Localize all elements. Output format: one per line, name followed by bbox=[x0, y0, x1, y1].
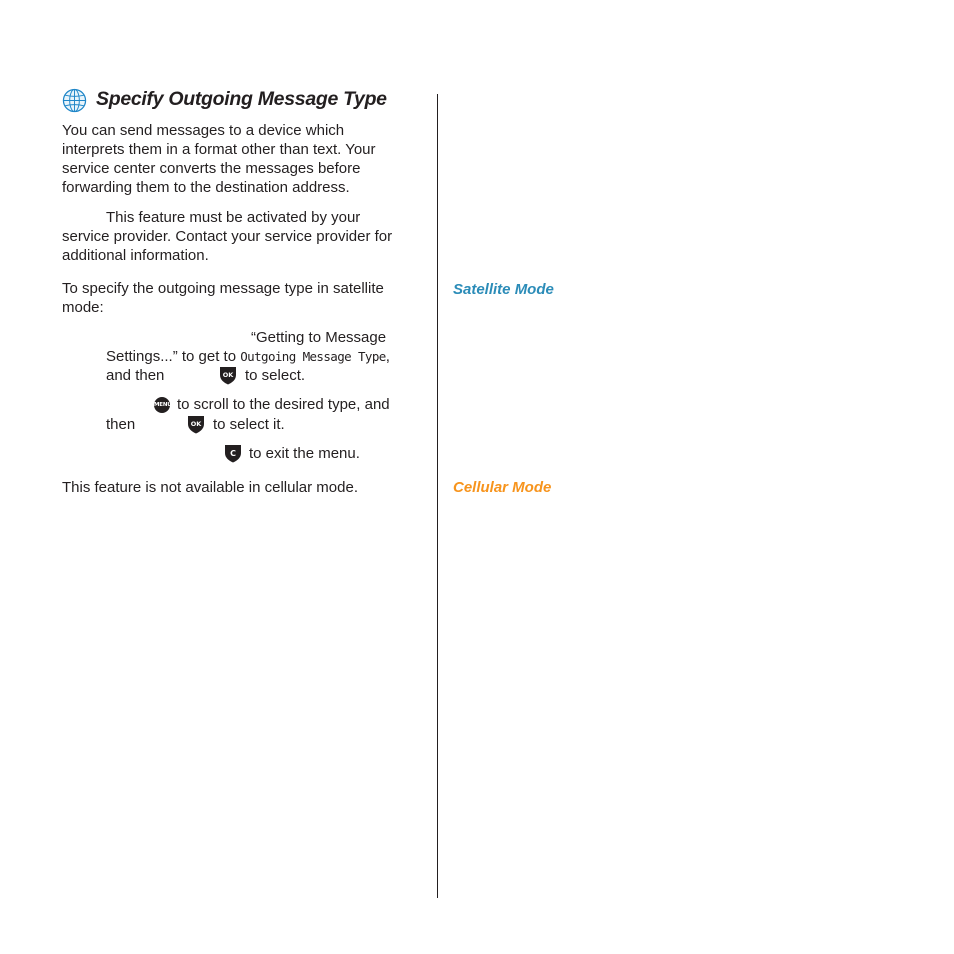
satellite-intro-line-1: To specify the outgoing message type in satellite bbox=[62, 280, 384, 297]
note-line-3: additional information. bbox=[62, 247, 209, 264]
menu-key-icon: MENU bbox=[154, 397, 170, 413]
step1-then: and then bbox=[106, 367, 165, 384]
clear-key-icon bbox=[224, 444, 242, 463]
step2-line-1: to scroll to the desired type, and bbox=[177, 396, 390, 413]
ok-key-label: OK bbox=[222, 371, 234, 379]
satellite-intro-line-2: mode: bbox=[62, 299, 104, 316]
ok-key-icon-2 bbox=[187, 415, 205, 434]
globe-icon bbox=[62, 88, 87, 113]
clear-key-label: C bbox=[230, 449, 236, 458]
intro-line-3: service center converts the messages before bbox=[62, 160, 361, 177]
satellite-mode-label: Satellite Mode bbox=[453, 281, 554, 298]
column-divider bbox=[437, 94, 438, 898]
step2-line-2: then bbox=[106, 416, 136, 433]
step1-line-3 bbox=[106, 366, 164, 385]
step1-comma: , bbox=[385, 348, 390, 365]
menu-item-outgoing-message-type: Outgoing Message Type bbox=[240, 349, 386, 364]
step2-select-text: to select it. bbox=[213, 416, 285, 433]
ok-key-label-2: OK bbox=[190, 420, 202, 428]
page-title: Specify Outgoing Message Type bbox=[96, 88, 387, 110]
note-line-1: This feature must be activated by your bbox=[106, 209, 361, 226]
intro-line-1: You can send messages to a device which bbox=[62, 122, 345, 139]
step1-select-text: to select. bbox=[245, 367, 306, 384]
step1-prefix: Settings...” to get to bbox=[106, 348, 237, 365]
step3-text: to exit the menu. bbox=[249, 445, 360, 462]
cellular-note: This feature is not available in cellular mode. bbox=[62, 479, 358, 496]
step1-line-1: “Getting to Message bbox=[251, 329, 387, 346]
ok-key-icon bbox=[219, 366, 237, 385]
intro-line-4: forwarding them to the destination address. bbox=[62, 179, 350, 196]
intro-line-2: interprets them in a format other than text. Your bbox=[62, 141, 376, 158]
cellular-mode-label: Cellular Mode bbox=[453, 479, 552, 496]
note-line-2: service provider. Contact your service provider for bbox=[62, 228, 393, 245]
step1-line-2 bbox=[106, 347, 390, 366]
